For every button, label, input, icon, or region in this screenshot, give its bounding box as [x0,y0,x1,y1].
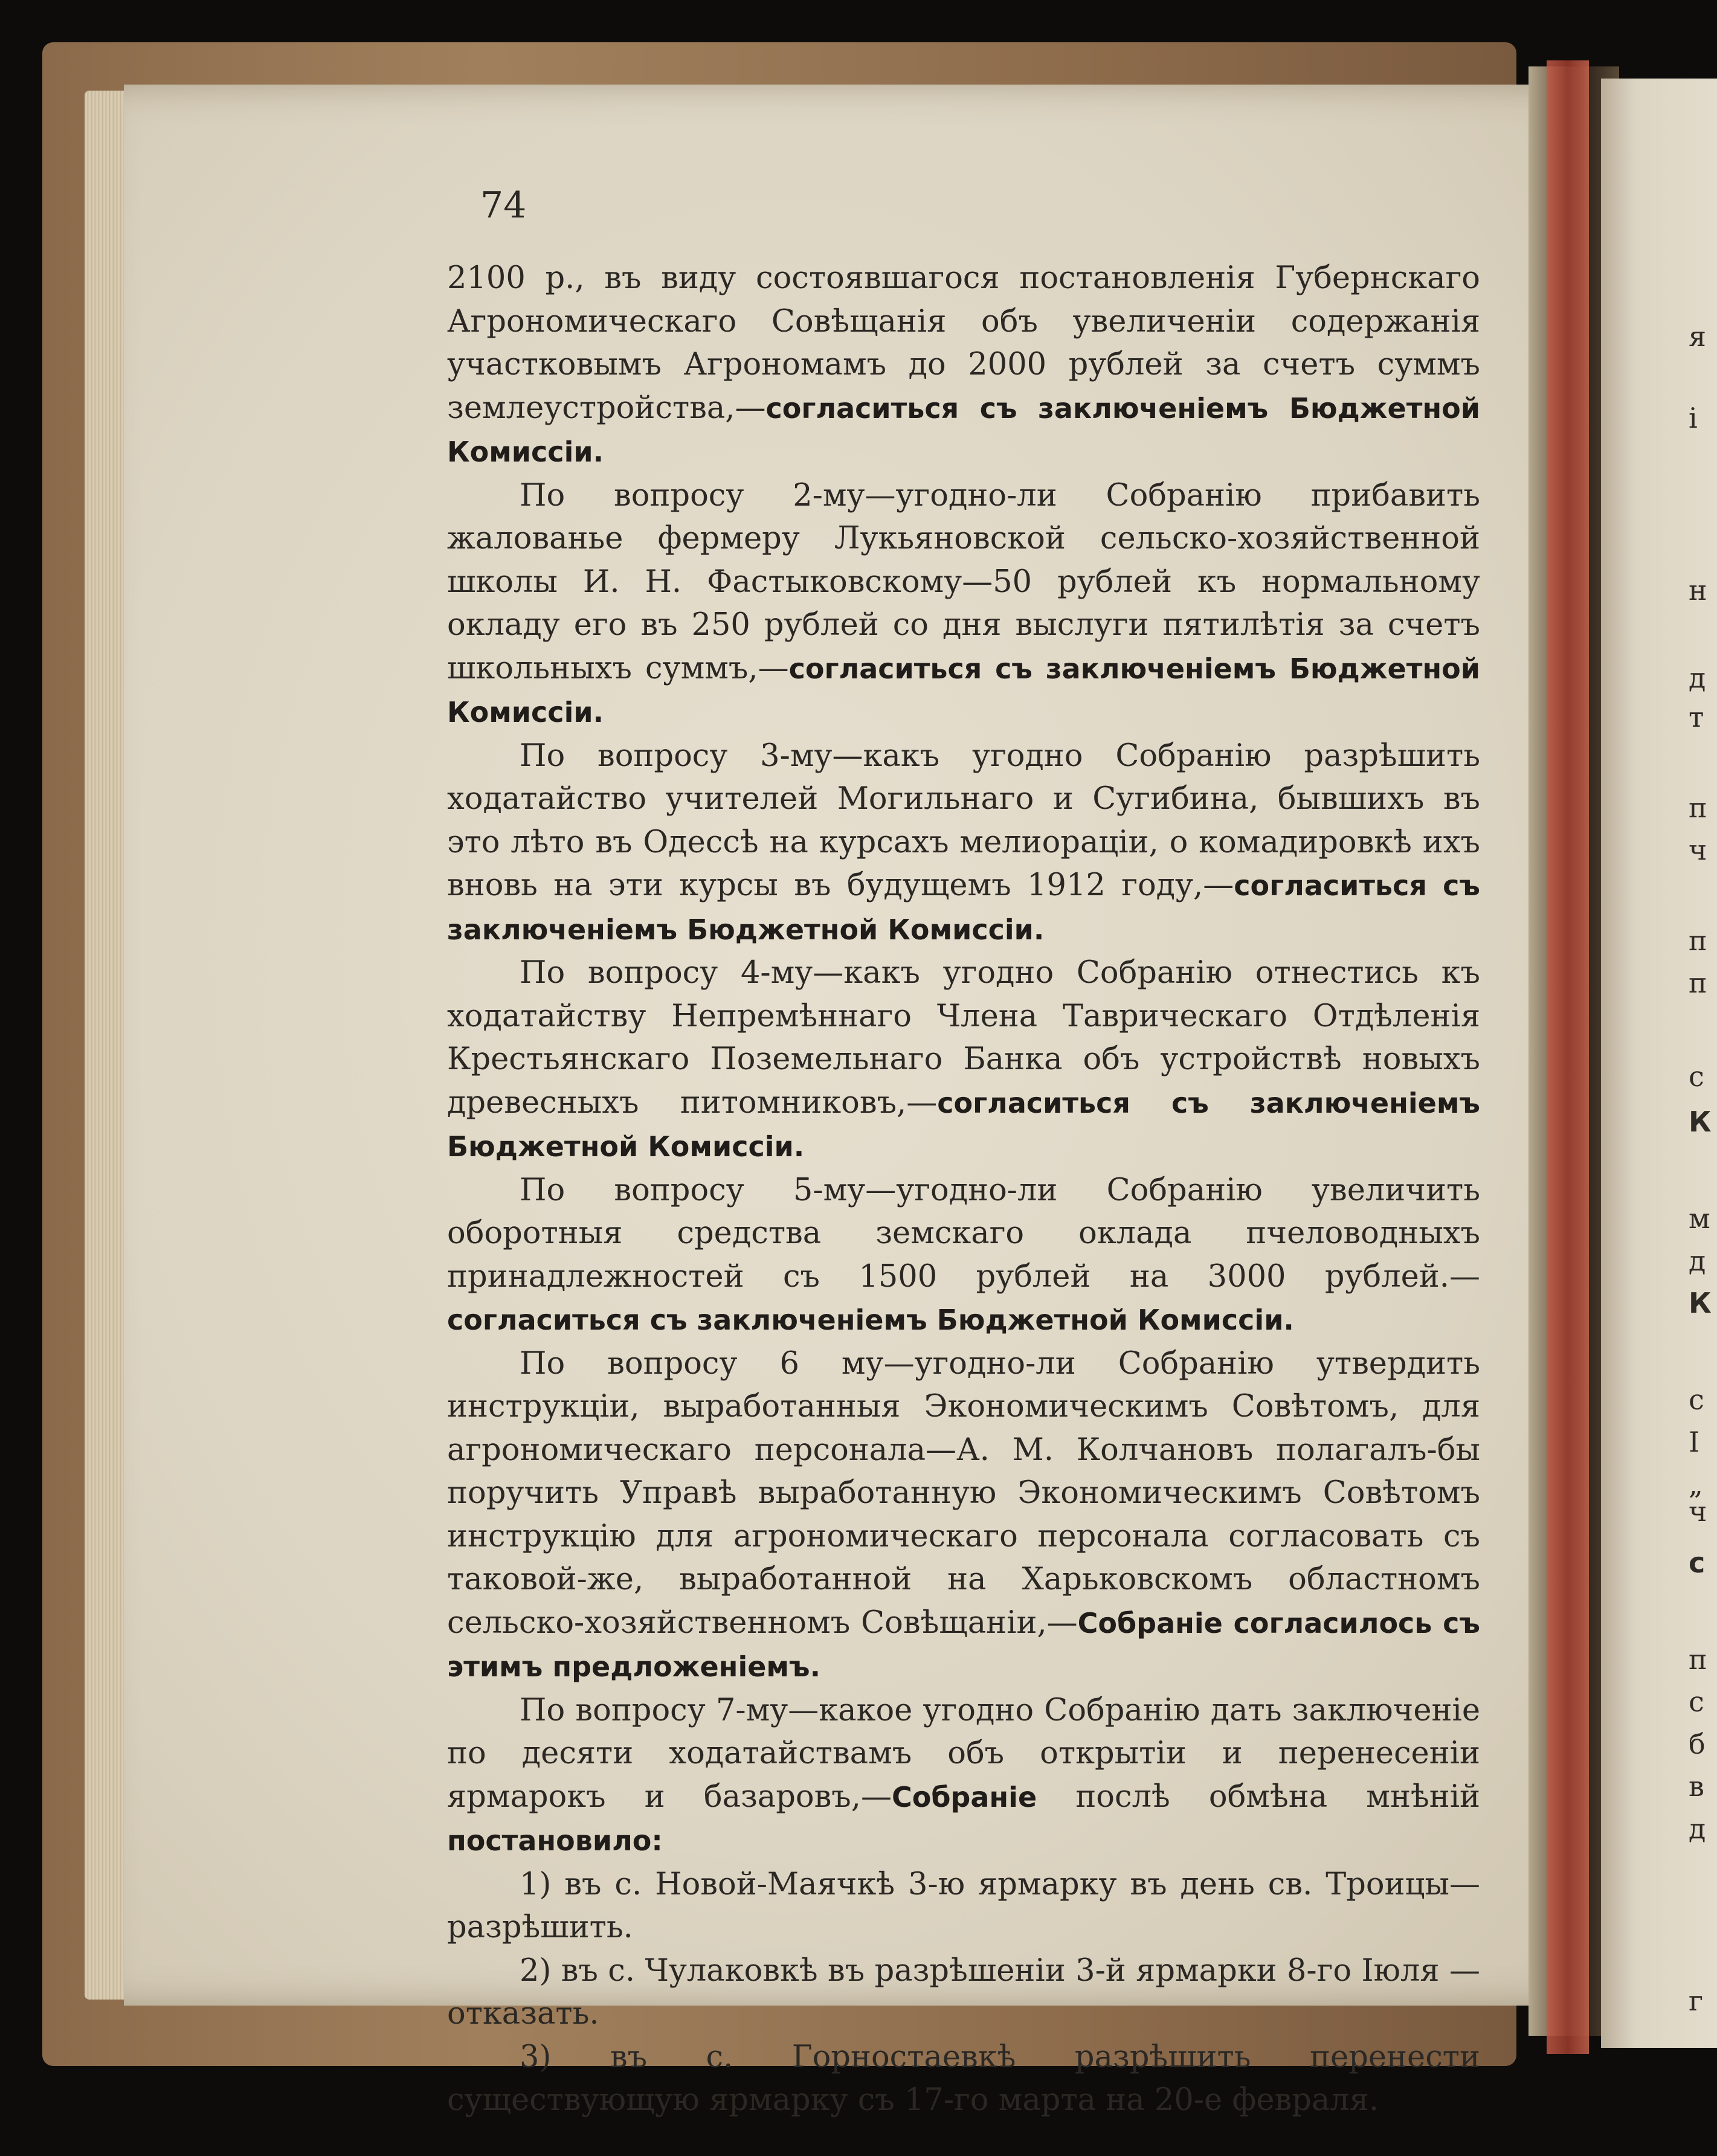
paragraph-text: послѣ обмѣна мнѣній [1037,1778,1480,1815]
facing-page-fragment: с [1689,1060,1704,1093]
facing-page-fragment: К [1689,1105,1712,1138]
paragraph-text: По вопросу 2-му—угодно-ли Собранію прибавить жалованье фермеру Лукьяновской сельско-хозяйственной школы И. Н. Фастыковскому—50 рублей къ нормальному окладу его въ 250 рублей со дня выслуги пятилѣтія за счетъ школьныхъ суммъ,— [447,477,1480,686]
paragraph [447,735,1480,952]
binding-edge [1547,60,1589,2054]
facing-page-fragment: д [1689,661,1706,694]
facing-page-fragment: н [1689,574,1707,607]
facing-page-fragment: „ [1689,1468,1703,1501]
paragraph [447,2036,1480,2122]
resolution-text: согласиться съ заключеніемъ Бюджетной Комиссіи. [447,1086,1480,1163]
resolution-text: Собраніе [891,1780,1037,1813]
facing-page-fragment: п [1689,967,1707,999]
paragraph-text: 1) въ с. Новой-Маячкѣ 3-ю ярмарку въ день св. Троицы—разрѣшить. [447,1866,1480,1945]
page-body-text [447,257,1480,2122]
facing-page-fragment: т [1689,701,1704,733]
facing-page-fragment: с [1689,1546,1706,1579]
paragraph-text: 3) въ с. Горностаевкѣ разрѣшить перенести существующую ярмарку съ 17-го марта на 20-е февраля. [447,2039,1480,2118]
facing-page-fragment: г [1689,1984,1704,2017]
paragraph [447,257,1480,474]
facing-page-fragment: п [1689,1643,1707,1676]
facing-page-fragment: в [1689,1770,1704,1803]
page-number: 74 [480,184,527,227]
paragraph [447,1342,1480,1689]
paragraph-text: 2) въ с. Чулаковкѣ въ разрѣшеніи 3-й ярмарки 8-го Іюля —отказать. [447,1952,1480,2032]
paragraph-text: По вопросу 4-му—какъ угодно Собранію отнестись къ ходатайству Непремѣннаго Члена Таврическаго Отдѣленія Крестьянскаго Поземельнаго Банка объ устройствѣ новыхъ древесныхъ питомниковъ,— [447,955,1480,1121]
facing-page-fragment: с [1689,1383,1704,1416]
facing-page-fragment: К [1689,1287,1712,1319]
resolution-text: согласиться съ заключеніемъ Бюджетной Комиссіи. [447,391,1480,468]
facing-page-fragment: д [1689,1812,1706,1845]
facing-page-fragment: м [1689,1202,1710,1235]
paragraph-text: По вопросу 7-му—какое угодно Собранію дать заключеніе по десяти ходатайствамъ объ открытіи и перенесеніи ярмарокъ и базаровъ,— [447,1692,1480,1815]
facing-page [1601,79,1717,2048]
paragraph-text: По вопросу 3-му—какъ угодно Собранію разрѣшить ходатайство учителей Могильнаго и Сугибина, бывшихъ въ это лѣто въ Одессѣ на курсахъ мелиораціи, о комадировкѣ ихъ вновь на эти курсы въ будущемъ 1912 году,— [447,738,1480,903]
facing-page-fragment: б [1689,1728,1706,1760]
paragraph-text: По вопросу 5-му—угодно-ли Собранію увеличить оборотныя средства земскаго оклада пчеловодныхъ принадлежностей съ 1500 рублей на 3000 рублей.— [447,1172,1480,1295]
facing-page-fragment: і [1689,402,1698,434]
resolution-text: постановило: [447,1824,663,1857]
paragraph [447,1169,1480,1342]
paragraph [447,474,1480,735]
resolution-text: Собраніе согласилось съ этимъ предложеніемъ. [447,1606,1480,1683]
resolution-text: согласиться съ заключеніемъ Бюджетной Комиссіи. [447,1304,1294,1336]
resolution-text: согласиться съ заключеніемъ Бюджетной Комиссіи. [447,869,1480,946]
facing-page-fragment: с [1689,1685,1704,1718]
facing-page-fragment: ч [1689,834,1707,866]
paragraph [447,1689,1480,1863]
resolution-text: согласиться съ заключеніемъ Бюджетной Комиссіи. [447,652,1481,729]
paragraph [447,1949,1480,2036]
facing-page-fragment: п [1689,924,1707,957]
paragraph-text: 2100 р., въ виду состоявшагося постановленія Губернскаго Агрономическаго Совѣщанія объ увеличеніи содержанія участковымъ Агрономамъ до 2000 рублей за счетъ суммъ землеустройства,— [447,260,1480,426]
facing-page-fragment: д [1689,1244,1706,1277]
facing-page-fragment: І [1689,1426,1700,1458]
facing-page-fragment: п [1689,791,1707,824]
paragraph-text: По вопросу 6 му—угодно-ли Собранію утвердить инструкціи, выработанныя Экономическимъ Совѣтомъ, для агрономическаго персонала—А. М. Колчановъ полагалъ-бы поручить Управѣ выработанную Экономическимъ Совѣтомъ инструкцію для агрономическаго персонала согласовать съ таковой-же, выработанной на Харьковскомъ областномъ сельско-хозяйственномъ Совѣщаніи,— [447,1345,1480,1641]
facing-page-fragment: я [1689,320,1707,353]
facing-page-fragment: ч [1689,1495,1707,1528]
paragraph [447,1863,1480,1949]
paragraph [447,951,1480,1169]
